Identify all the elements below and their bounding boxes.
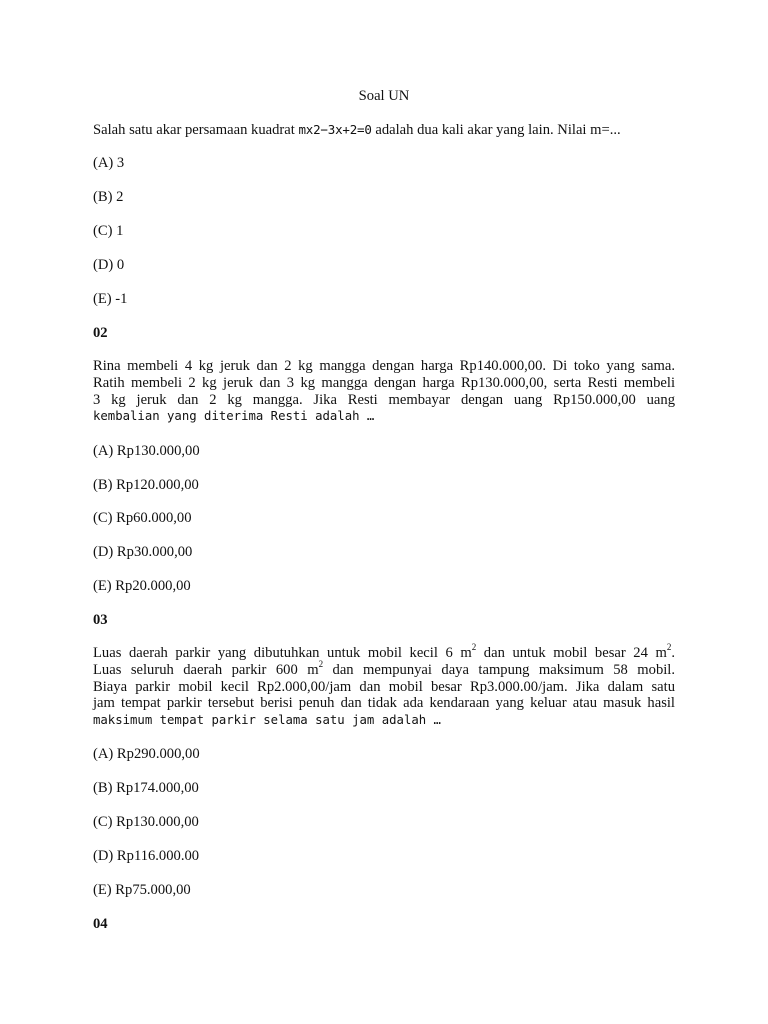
- question-2-line: kembalian yang diterima Resti adalah …: [93, 409, 375, 424]
- question-2-number: 02: [93, 325, 108, 341]
- question-1-stem-text: Salah satu akar persamaan kuadrat: [93, 122, 299, 138]
- question-3-stem: [93, 642, 675, 729]
- question-1-option-d: (D) 0: [93, 257, 125, 273]
- question-2-option-e: (E) Rp20.000,00: [93, 578, 191, 594]
- superscript: 2: [471, 642, 477, 653]
- question-3-line: jam tempat parkir tersebut berisi penuh dan tidak ada kendaraan yang keluar atau masuk hasil: [93, 695, 675, 712]
- question-2-option-d: (D) Rp30.000,00: [93, 544, 193, 560]
- question-3-line: [93, 658, 675, 679]
- question-3-option-c: (C) Rp130.000,00: [93, 814, 199, 830]
- question-2-option-a: (A) Rp130.000,00: [93, 443, 200, 459]
- question-2-option-b: (B) Rp120.000,00: [93, 477, 199, 493]
- document-title: Soal UN: [358, 88, 410, 104]
- question-4-number: 04: [93, 916, 108, 932]
- question-1-formula: mx2−3x+2=0: [298, 122, 372, 137]
- question-3-line: Biaya parkir mobil kecil Rp2.000,00/jam dan mobil besar Rp3.000.00/jam. Jika dalam satu: [93, 678, 675, 695]
- question-3-option-a: (A) Rp290.000,00: [93, 746, 200, 762]
- question-1-option-a: (A) 3: [93, 155, 125, 171]
- question-3-option-d: (D) Rp116.000.00: [93, 848, 200, 864]
- question-3-line: [93, 642, 675, 662]
- question-3-line-part: Luas seluruh daerah parkir 600 m: [93, 661, 319, 678]
- superscript: 2: [318, 658, 324, 669]
- question-1-option-e: (E) -1: [93, 291, 128, 307]
- question-3-option-e: (E) Rp75.000,00: [93, 882, 191, 898]
- superscript: 2: [666, 642, 672, 653]
- question-3-line-part: dan mempunyai daya tampung maksimum 58 mobil.: [323, 661, 675, 678]
- question-2-line: 3 kg jeruk dan 2 kg mangga. Jika Resti membayar dengan uang Rp150.000,00 uang: [93, 391, 675, 408]
- question-3-line: maksimum tempat parkir selama satu jam adalah …: [93, 713, 441, 728]
- question-2-stem: [93, 358, 675, 425]
- question-3-line-part: Luas daerah parkir yang dibutuhkan untuk mobil kecil 6 m: [93, 645, 472, 661]
- question-3-line-part: dan untuk mobil besar 24 m: [476, 645, 667, 661]
- question-2-line: Ratih membeli 2 kg jeruk dan 3 kg mangga dengan harga Rp130.000,00, serta Resti membeli: [93, 374, 675, 391]
- question-3-number: 03: [93, 612, 108, 628]
- question-3-line-part: .: [671, 645, 675, 661]
- question-1-option-b: (B) 2: [93, 189, 124, 205]
- question-1-option-c: (C) 1: [93, 223, 124, 239]
- question-1-stem: [93, 121, 621, 139]
- question-1-stem-text-end: adalah dua kali akar yang lain. Nilai m=...: [371, 122, 621, 138]
- question-3-option-b: (B) Rp174.000,00: [93, 780, 199, 796]
- question-2-line: Rina membeli 4 kg jeruk dan 2 kg mangga dengan harga Rp140.000,00. Di toko yang sama.: [93, 358, 675, 374]
- question-2-option-c: (C) Rp60.000,00: [93, 510, 192, 526]
